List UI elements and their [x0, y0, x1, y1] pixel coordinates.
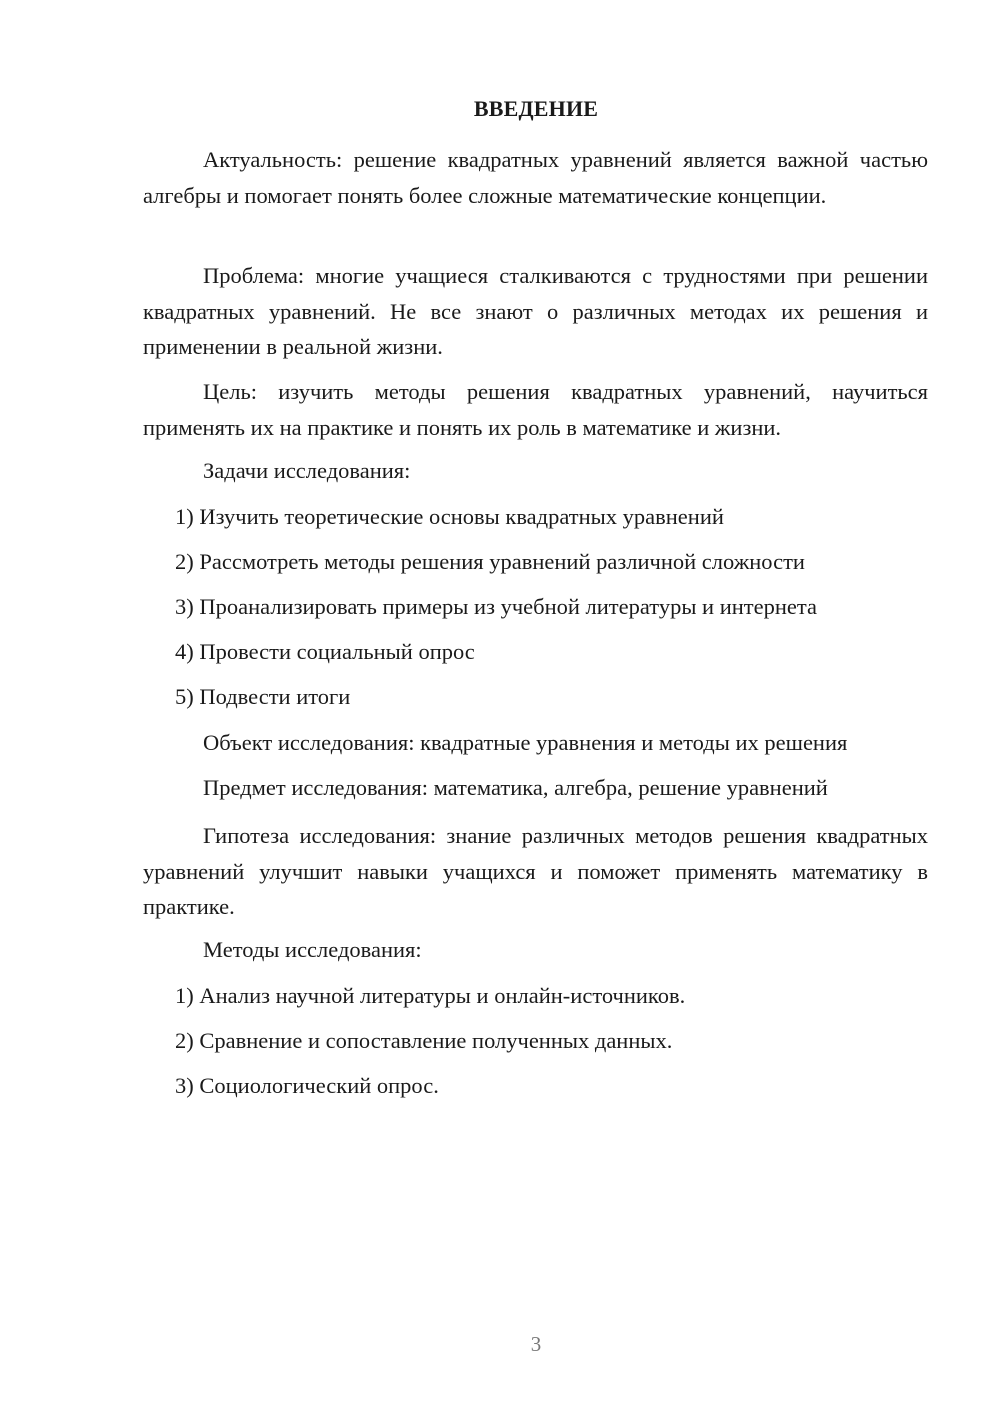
- page-number: 3: [530, 1332, 542, 1356]
- task-item: 2) Рассмотреть методы решения уравнений различной сложности: [175, 549, 805, 574]
- method-item: 2) Сравнение и сопоставление полученных данных.: [175, 1028, 673, 1053]
- task-item: 3) Проанализировать примеры из учебной литературы и интернета: [175, 594, 817, 619]
- method-item: 3) Социологический опрос.: [175, 1073, 439, 1098]
- goal-paragraph: Цель: изучить методы решения квадратных уравнений, научиться применять их на практике и понять их роль в математике и жизни.: [143, 379, 928, 440]
- method-item: 1) Анализ научной литературы и онлайн-источников.: [175, 983, 686, 1008]
- section-heading: ВВЕДЕНИЕ: [473, 96, 599, 121]
- task-item: 4) Провести социальный опрос: [175, 639, 475, 664]
- hypothesis-paragraph: Гипотеза исследования: знание различных методов решения квадратных уравнений улучшит навыки учащихся и поможет применять математику в практике.: [143, 823, 928, 919]
- problem-paragraph: Проблема: многие учащиеся сталкиваются с трудностями при решении квадратных уравнений. Не все знают о различных методах их решения и применении в реальной жизни.: [143, 263, 928, 359]
- relevance-paragraph: Актуальность: решение квадратных уравнений является важной частью алгебры и помогает понять более сложные математические концепции.: [143, 147, 928, 208]
- task-item: 1) Изучить теоретические основы квадратных уравнений: [175, 504, 724, 529]
- subject-line: Предмет исследования: математика, алгебра, решение уравнений: [203, 775, 828, 800]
- tasks-title: Задачи исследования:: [203, 458, 411, 483]
- methods-title: Методы исследования:: [203, 937, 422, 962]
- task-item: 5) Подвести итоги: [175, 684, 351, 709]
- object-line: Объект исследования: квадратные уравнения и методы их решения: [203, 730, 848, 755]
